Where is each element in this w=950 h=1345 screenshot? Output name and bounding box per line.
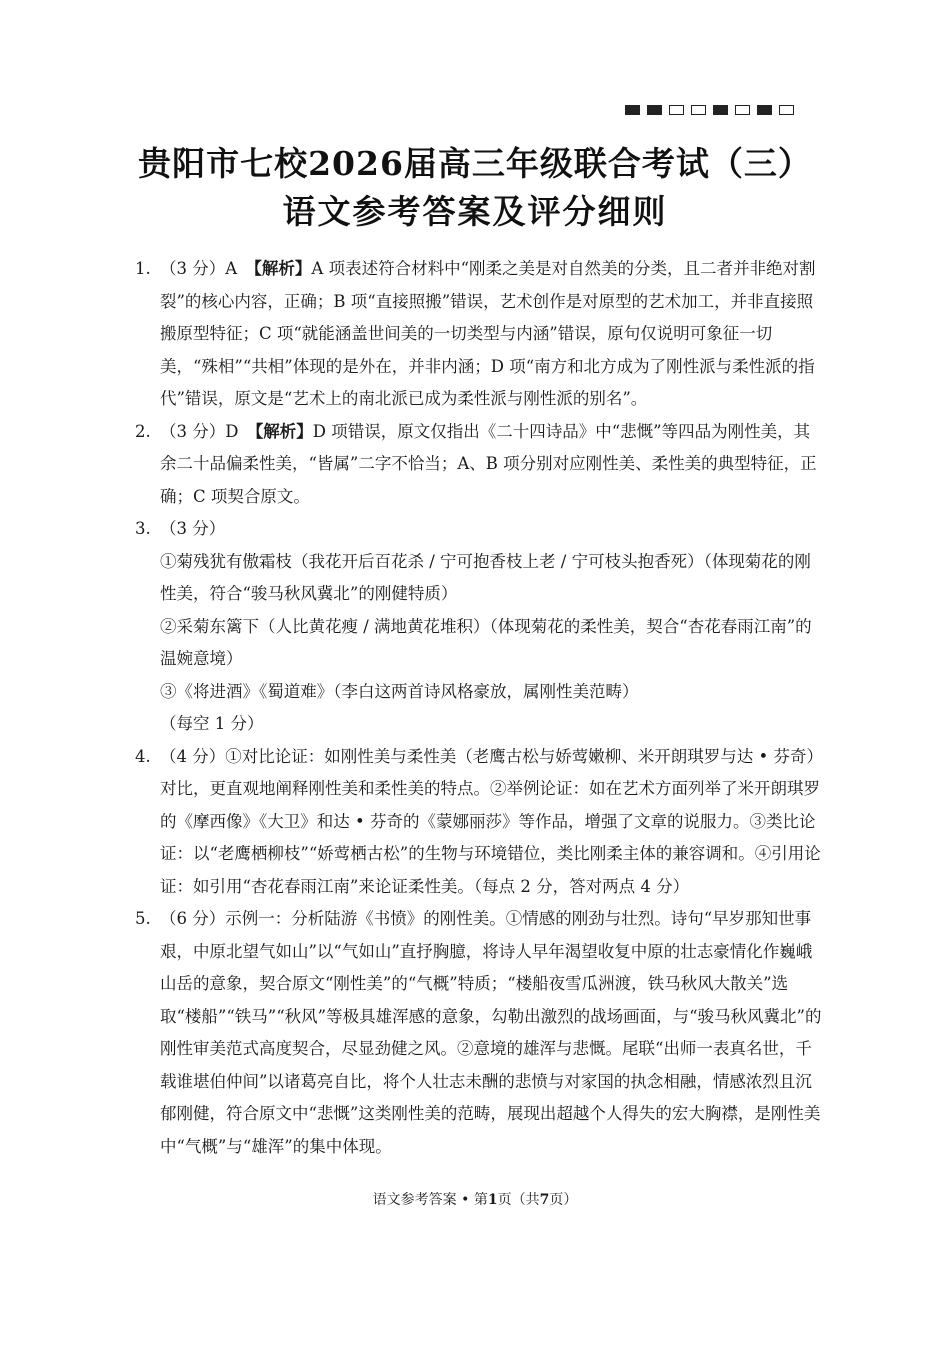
exam-title: 贵阳市七校2026届高三年级联合考试（三） bbox=[138, 144, 812, 183]
analysis-tag: 【解析】 bbox=[253, 259, 312, 278]
analysis-tag: 【解析】 bbox=[254, 421, 313, 441]
answer-item-3-line: ③《将进酒》《蜀道难》（李白这两首诗风格豪放，属刚性美范畴） bbox=[160, 681, 639, 701]
filled-square-mark bbox=[713, 105, 728, 115]
footer-page-number: 1 bbox=[487, 1192, 498, 1208]
hollow-square-mark bbox=[691, 105, 706, 115]
footer-total-pages: 7 bbox=[539, 1192, 550, 1208]
hollow-square-mark bbox=[779, 105, 794, 115]
hollow-square-mark bbox=[669, 105, 684, 115]
filled-square-mark bbox=[625, 105, 640, 115]
page-marks bbox=[625, 105, 794, 115]
item-number: 4. bbox=[135, 746, 151, 766]
answer-item-5 bbox=[135, 903, 825, 1163]
answer-list bbox=[135, 253, 825, 1163]
hollow-square-mark bbox=[735, 105, 750, 115]
filled-square-mark bbox=[757, 105, 772, 115]
item-text: 示例一：分析陆游《书愤》的刚性美。①情感的刚劲与壮烈。诗句“早岁那知世事艰，中原北望气如山”以“气如山”直抒胸臆，将诗人早年渴望收复中原的壮志豪情化作巍峨山岳的意象，契合原文“刚性美”的“气概”特质；“楼船夜雪瓜洲渡，铁马秋风大散关”选取“楼船”“铁马”“秋风”等极具雄浑感的意象，勾勒出激烈的战场画面，与“骏马秋风冀北”的刚性审美范式高度契合，尽显劲健之风。②意境的雄浑与悲慨。尾联“出师一表真名世，千载谁堪伯仲间”以诸葛亮自比，将个人壮志未酬的悲愤与对家国的执念相融，情感浓烈且沉郁刚健，符合原文中“悲慨”这类刚性美的范畴，展现出超越个人得失的宏大胸襟，是刚性美中“气概”与“雄浑”的集中体现。 bbox=[160, 909, 822, 1156]
footer-prefix: 语文参考答案 • 第 bbox=[372, 1192, 488, 1208]
item-score: （3 分） bbox=[160, 519, 226, 538]
footer-suffix: 页） bbox=[549, 1192, 578, 1208]
answer-item-3 bbox=[135, 513, 825, 546]
answer-item-3-line: ①菊残犹有傲霜枝（我花开后百花杀 / 宁可抱香枝上老 / 宁可枝头抱香死）（体现菊花的刚性美，符合“骏马秋风冀北”的刚健特质） bbox=[160, 551, 811, 603]
item-score: （3 分）D bbox=[160, 421, 255, 441]
filled-square-mark bbox=[647, 105, 662, 115]
item-score: （6 分） bbox=[160, 909, 226, 928]
item-number: 5. bbox=[135, 909, 151, 928]
item-number: 3. bbox=[135, 519, 151, 538]
item-text: ①对比论证：如刚性美与柔性美（老鹰古松与娇莺嫩柳、米开朗琪罗与达 • 芬奇）对比，更直观地阐释刚性美和柔性美的特点。②举例论证：如在艺术方面列举了米开朗琪罗的《摩西像》《大卫》和达 • 芬奇的《蒙娜丽莎》等作品，增强了文章的说服力。③类比论证：以“老鹰栖柳枝”“娇莺栖古松”的生物与环境错位，类比刚柔主体的兼容调和。④引用论证：如引用“杏花春雨江南”来论证柔性美。（每点 2 分，答对两点 4 分） bbox=[160, 746, 823, 896]
item-score: （4 分） bbox=[160, 746, 226, 766]
footer-middle: 页（共 bbox=[497, 1192, 540, 1208]
answer-item-3-line: ②采菊东篱下（人比黄花瘦 / 满地黄花堆积）（体现菊花的柔性美，契合“杏花春雨江南”的温婉意境） bbox=[160, 616, 812, 668]
item-text: D 项错误，原文仅指出《二十四诗品》中“悲慨”等四品为刚性美，其余二十品偏柔性美，“皆属”二字不恰当；A、B 项分别对应刚性美、柔性美的典型特征，正确；C 项契合原文。 bbox=[160, 421, 817, 506]
page-footer bbox=[0, 1189, 950, 1209]
item-text: A 项表述符合材料中“刚柔之美是对自然美的分类，且二者并非绝对割裂”的核心内容，正确；B 项“直接照搬”错误，艺术创作是对原型的艺术加工，并非直接照搬原型特征；C 项“就能涵盖世间美的一切类型与内涵”错误，原句仅说明可象征一切美，“殊相”“共相”体现的是外在，并非内涵；D 项“南方和北方成为了刚性派与柔性派的指代”错误，原文是“艺术上的南北派已成为柔性派与刚性派的别名”。 bbox=[160, 259, 816, 408]
scoring-note: （每空 1 分） bbox=[160, 714, 264, 733]
answer-item-1 bbox=[135, 253, 825, 416]
item-number: 1. bbox=[135, 259, 151, 278]
item-number: 2. bbox=[135, 421, 151, 441]
answer-item-2 bbox=[135, 416, 825, 514]
item-score: （3 分）A bbox=[160, 259, 254, 278]
doc-subtitle: 语文参考答案及评分细则 bbox=[282, 192, 668, 231]
answer-item-4 bbox=[135, 741, 825, 904]
